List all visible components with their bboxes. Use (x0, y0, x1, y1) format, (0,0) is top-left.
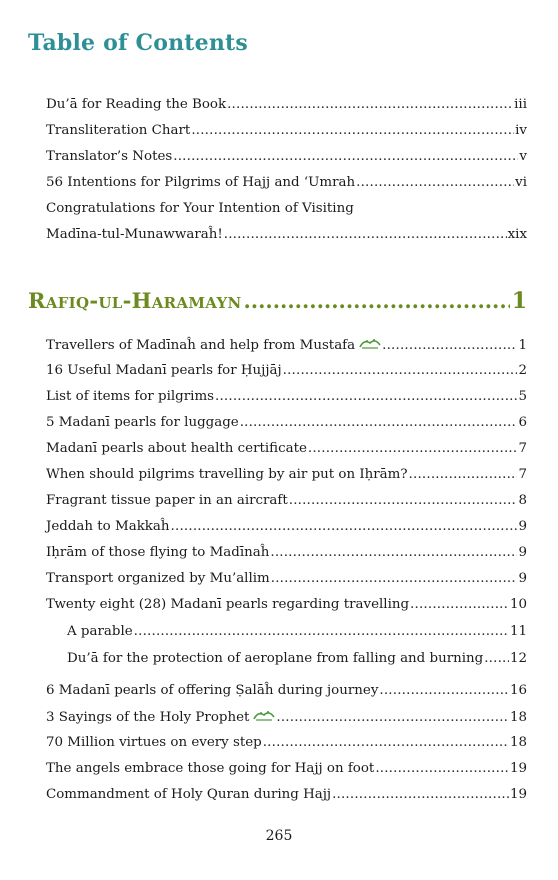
toc-entry-page: 12 (509, 651, 527, 666)
dot-leader (173, 149, 518, 164)
toc-entry-page: 9 (518, 545, 527, 560)
page-title: Table of Contents (28, 30, 248, 56)
toc-entry-page: 8 (518, 493, 527, 508)
toc-entry[interactable] (46, 415, 527, 441)
toc-entry-title: A parable (67, 624, 133, 639)
dot-leader (270, 545, 517, 560)
dot-leader (171, 519, 518, 534)
toc-entry-page: 9 (518, 571, 527, 586)
toc-entry[interactable] (46, 363, 527, 389)
toc-entry-page: 2 (518, 363, 527, 378)
toc-entry-page: 1 (518, 338, 527, 353)
toc-entry-page: 7 (518, 441, 527, 456)
toc-entry-title: Madīna-tul-Munawwaraĥ! (46, 227, 223, 242)
salawat-icon (253, 709, 275, 722)
toc-entry[interactable] (46, 597, 527, 623)
toc-entry-page: 6 (518, 415, 527, 430)
dot-leader (308, 441, 518, 456)
toc-entry[interactable] (46, 571, 527, 597)
toc-subentry[interactable] (46, 651, 527, 677)
toc-entry-page: xix (507, 227, 527, 242)
toc-entry[interactable] (46, 337, 527, 363)
toc-entry-title: When should pilgrims travelling by air put on Iḥrām? (46, 467, 408, 482)
section-heading[interactable] (28, 288, 527, 328)
toc-entry[interactable] (46, 493, 527, 519)
toc-entry[interactable] (46, 175, 527, 201)
toc-entry-title: Commandment of Holy Quran during Hajj (46, 787, 332, 802)
section-title: Rafiq-ul-Haramayn (28, 288, 242, 313)
toc-entry-first-line[interactable] (46, 201, 527, 227)
toc-entry[interactable] (46, 97, 527, 123)
dot-leader (276, 710, 509, 725)
toc-entry-page: iv (515, 123, 527, 138)
dot-leader (289, 493, 518, 508)
toc-entry-title: 6 Madanī pearls of offering Ṣalāĥ during journey (46, 683, 379, 698)
toc-entry-page: 16 (509, 683, 527, 698)
toc-entry-title: 16 Useful Madanī pearls for Ḥujjāj (46, 363, 282, 378)
dot-leader (332, 787, 509, 802)
dot-leader (410, 597, 509, 612)
toc-entry-title: Madanī pearls about health certificate (46, 441, 307, 456)
toc-entry-page: iii (514, 97, 527, 112)
toc-entry-title: 70 Million virtues on every step (46, 735, 262, 750)
toc-subentry[interactable] (46, 624, 527, 650)
toc-entry-title: 3 Sayings of the Holy Prophet (46, 709, 275, 725)
toc-entry-title: Travellers of Madīnaĥ and help from Mustafa (46, 337, 381, 353)
toc-entry[interactable] (46, 761, 527, 787)
toc-entry-page: v (519, 149, 527, 164)
dot-leader (227, 97, 513, 112)
dot-leader (356, 175, 514, 190)
dot-leader (379, 683, 509, 698)
toc-entry-page: 5 (518, 389, 527, 404)
toc-entry-page: 18 (509, 735, 527, 750)
dot-leader (191, 123, 514, 138)
toc-entry-title: Twenty eight (28) Madanī pearls regarding travelling (46, 597, 410, 612)
toc-entry-title: Congratulations for Your Intention of Visiting (46, 201, 354, 216)
dot-leader (283, 363, 518, 378)
toc-entry-page: 11 (509, 624, 527, 639)
toc-entry[interactable] (46, 441, 527, 467)
toc-entry[interactable] (46, 545, 527, 571)
toc-entry-title: Jeddah to Makkaĥ (46, 519, 170, 534)
toc-entry[interactable] (46, 227, 527, 253)
toc-entry-title: 5 Madanī pearls for luggage (46, 415, 239, 430)
dot-leader (409, 467, 518, 482)
dot-leader (243, 288, 509, 313)
dot-leader (224, 227, 507, 242)
section-page: 1 (511, 288, 527, 314)
toc-entry[interactable] (46, 123, 527, 149)
toc-entry-title: 56 Intentions for Pilgrims of Hajj and ‘Umrah (46, 175, 356, 190)
toc-entry[interactable] (46, 389, 527, 415)
dot-leader (382, 338, 517, 353)
toc-entry[interactable] (46, 519, 527, 545)
toc-entry-title: Du’ā for the protection of aeroplane from falling and burning (67, 651, 484, 666)
toc-entry-title: Du’ā for Reading the Book (46, 97, 227, 112)
dot-leader (375, 761, 509, 776)
toc-entry-title: Translator’s Notes (46, 149, 173, 164)
toc-entry-page: 19 (509, 761, 527, 776)
toc-entry-page: 7 (518, 467, 527, 482)
toc-entry-title: Transliteration Chart (46, 123, 191, 138)
toc-entry-title: Fragrant tissue paper in an aircraft (46, 493, 288, 508)
toc-entry[interactable] (46, 735, 527, 761)
dot-leader (215, 389, 517, 404)
dot-leader (484, 651, 509, 666)
toc-entry[interactable] (46, 787, 527, 813)
toc-entry-page: vi (515, 175, 527, 190)
toc-entry-page: 19 (509, 787, 527, 802)
dot-leader (240, 415, 518, 430)
toc-entry[interactable] (46, 467, 527, 493)
toc-entry[interactable] (46, 709, 527, 735)
dot-leader (134, 624, 509, 639)
toc-entry-title: List of items for pilgrims (46, 389, 215, 404)
toc-entry[interactable] (46, 683, 527, 709)
toc-entry-page: 10 (509, 597, 527, 612)
toc-entry-title: The angels embrace those going for Hajj on foot (46, 761, 375, 776)
page-number: 265 (265, 828, 293, 844)
salawat-icon (359, 337, 381, 350)
toc-entry-title: Transport organized by Mu’allim (46, 571, 270, 586)
toc-entry-page: 9 (518, 519, 527, 534)
toc-entry[interactable] (46, 149, 527, 175)
dot-leader (263, 735, 509, 750)
toc-entry-title: Iḥrām of those flying to Madīnaĥ (46, 545, 270, 560)
dot-leader (271, 571, 518, 586)
toc-entry-page: 18 (509, 710, 527, 725)
